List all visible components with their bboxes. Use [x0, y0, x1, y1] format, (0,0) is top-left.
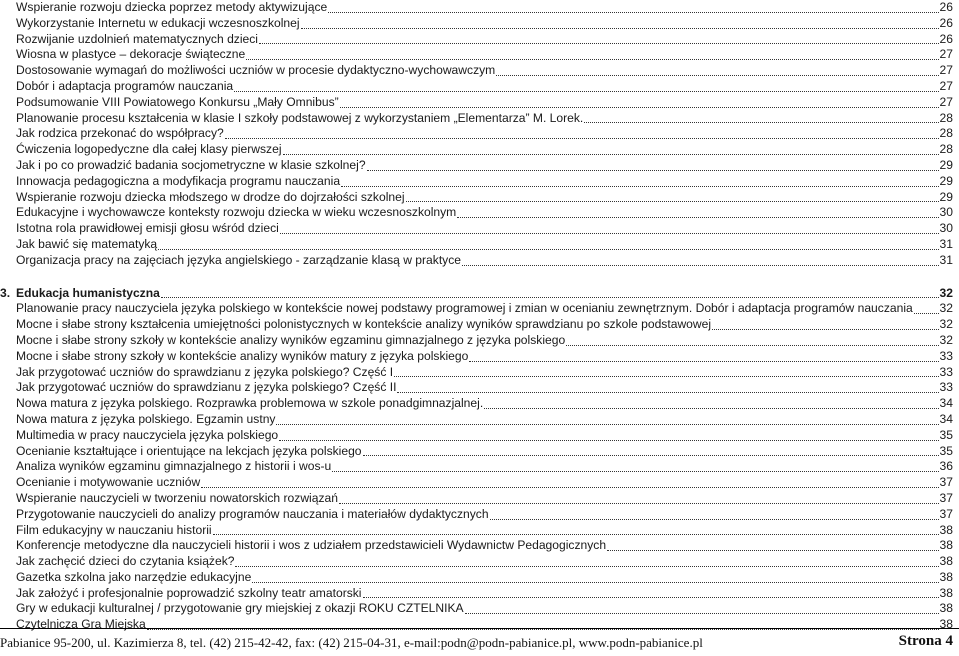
toc-entry-page-number: 26: [939, 15, 953, 30]
toc-entry-title: Wspieranie nauczycieli w tworzeniu nowatorskich rozwiązań: [16, 490, 338, 505]
toc-entry-title: Jak przygotować uczniów do sprawdzianu z języka polskiego? Część II: [16, 380, 397, 395]
dot-leader: [394, 366, 938, 377]
dot-leader: [276, 414, 938, 425]
toc-entry-title: Konferencje metodyczne dla nauczycieli historii i wos z udziałem przedstawicieli Wydawnictw Pedagogicznych: [16, 538, 607, 553]
toc-entry[interactable]: [16, 428, 953, 444]
dot-leader: [225, 128, 939, 139]
toc-entry[interactable]: [16, 444, 953, 460]
toc-entry[interactable]: [16, 365, 953, 381]
toc-entry-title: Nowa matura z języka polskiego. Rozprawka problemowa w szkole ponadgimnazjalnej.: [16, 396, 484, 411]
section-title-text: Edukacja humanistyczna: [16, 285, 160, 300]
toc-entry-page-number: 38: [939, 585, 953, 600]
dot-leader: [914, 303, 939, 314]
dot-leader: [484, 398, 938, 409]
toc-entry[interactable]: [16, 253, 953, 269]
toc-entry-page-number: 32: [939, 332, 953, 347]
toc-entry[interactable]: [16, 142, 953, 158]
dot-leader: [490, 509, 939, 520]
toc-entry-page-number: 36: [939, 459, 953, 474]
toc-entry-page-number: 38: [939, 601, 953, 616]
toc-entry[interactable]: [16, 63, 953, 79]
toc-entry-page-number: 29: [939, 157, 953, 172]
toc-entry[interactable]: [16, 570, 953, 586]
dot-leader: [279, 430, 938, 441]
toc-entry-title: Innowacja pedagogiczna a modyfikacja programu nauczania: [16, 173, 341, 188]
dot-leader: [328, 2, 938, 13]
toc-entry[interactable]: [16, 538, 953, 554]
toc-entry-page-number: 27: [939, 78, 953, 93]
toc-entry[interactable]: [16, 459, 953, 475]
dot-leader: [469, 351, 938, 362]
toc-entry-page-number: 35: [939, 427, 953, 442]
toc-entry-title: Planowanie procesu kształcenia w klasie I szkoły podstawowej z wykorzystaniem „Elementarza” M. Lorek.: [16, 110, 584, 125]
dot-leader: [158, 239, 938, 250]
toc-entry-page-number: 26: [939, 0, 953, 14]
toc-entry-title: Film edukacyjny w nauczaniu historii: [16, 522, 212, 537]
toc-entry-page-number: 26: [939, 31, 953, 46]
toc-entry-title: Ocenianie kształtujące i orientujące na lekcjach języka polskiego: [16, 443, 362, 458]
dot-leader: [283, 144, 939, 155]
dot-leader: [213, 524, 939, 535]
toc-entry-title: Gry w edukacji kulturalnej / przygotowanie gry miejskiej z okazji ROKU CZTELNIKA: [16, 601, 464, 616]
dot-leader: [406, 191, 939, 202]
toc-entry-page-number: 30: [939, 205, 953, 220]
toc-entry-page-number: 37: [939, 506, 953, 521]
toc-entry[interactable]: [16, 475, 953, 491]
dot-leader: [161, 287, 939, 298]
dot-leader: [566, 335, 938, 346]
toc-entry-page-number: 29: [939, 189, 953, 204]
toc-entry-page-number: 28: [939, 142, 953, 157]
toc-entry-page-number: 28: [939, 110, 953, 125]
toc-entry-page-number: 32: [939, 301, 953, 316]
dot-leader: [363, 445, 939, 456]
toc-entry-title: Organizacja pracy na zajęciach języka angielskiego - zarządzanie klasą w praktyce: [16, 252, 462, 267]
toc-entry[interactable]: [16, 95, 953, 111]
toc-entry-page-number: 32: [939, 317, 953, 332]
toc-entry-title: Jak zachęcić dzieci do czytania książek?: [16, 554, 235, 569]
dot-leader: [246, 49, 938, 60]
toc-entry-title: Wspieranie rozwoju dziecka poprzez metody aktywizujące: [16, 0, 328, 14]
dot-leader: [712, 319, 938, 330]
toc-entry-page-number: 33: [939, 348, 953, 363]
toc-entry-page-number: 31: [939, 252, 953, 267]
toc-entry-title: Jak i po co prowadzić badania socjometryczne w klasie szkolnej?: [16, 157, 366, 172]
toc-entry-page-number: 29: [939, 173, 953, 188]
toc-entry[interactable]: [16, 586, 953, 602]
toc-entry[interactable]: [16, 523, 953, 539]
dot-leader: [397, 382, 938, 393]
dot-leader: [462, 255, 939, 266]
toc-entry[interactable]: [16, 237, 953, 253]
toc-entry[interactable]: [16, 317, 953, 333]
toc-entry[interactable]: [16, 380, 953, 396]
toc-entry-title: Jak założyć i profesjonalnie poprowadzić szkolny teatr amatorski: [16, 585, 362, 600]
toc-entry-title: Wiosna w plastyce – dekoracje świąteczne: [16, 47, 246, 62]
toc-entry-page-number: 38: [939, 538, 953, 553]
toc-entry[interactable]: [16, 601, 953, 617]
toc-entry[interactable]: [16, 554, 953, 570]
toc-list-bottom: [16, 301, 953, 633]
toc-entry[interactable]: [16, 333, 953, 349]
toc-entry-title: Dostosowanie wymagań do możliwości uczniów w procesie dydaktyczno-wychowawczym: [16, 63, 496, 78]
toc-entry[interactable]: [16, 396, 953, 412]
toc-entry[interactable]: [16, 349, 953, 365]
toc-entry-page-number: 34: [939, 411, 953, 426]
toc-entry-page-number: 31: [939, 236, 953, 251]
toc-entry[interactable]: [16, 221, 953, 237]
toc-entry-title: Wykorzystanie Internetu w edukacji wczesnoszkolnej: [16, 15, 300, 30]
toc-entry-title: Mocne i słabe strony szkoły w kontekście analizy wyników egzaminu gimnazjalnego z języka polskiego: [16, 332, 566, 347]
dot-leader: [339, 493, 939, 504]
toc-entry-page-number: 33: [939, 380, 953, 395]
dot-leader: [235, 556, 938, 567]
dot-leader: [252, 572, 938, 583]
toc-entry-page-number: 27: [939, 94, 953, 109]
dot-leader: [367, 160, 939, 171]
toc-entry-title: Edukacyjne i wychowawcze konteksty rozwoju dziecka w wieku wczesnoszkolnym: [16, 205, 457, 220]
toc-entry-title: Czytelnicza Gra Miejska: [16, 617, 146, 632]
toc-entry[interactable]: [16, 158, 953, 174]
toc-entry-page-number: 33: [939, 364, 953, 379]
footer-page-label: Strona 4: [898, 633, 953, 649]
section-number: 3.: [0, 285, 11, 300]
toc-entry-title: Jak przygotować uczniów do sprawdzianu z języka polskiego? Część I: [16, 364, 394, 379]
toc-entry-page-number: 37: [939, 475, 953, 490]
toc-entry-title: Przygotowanie nauczycieli do analizy programów nauczania i materiałów dydaktycznych: [16, 506, 489, 521]
page-footer: [0, 628, 959, 656]
toc-entry[interactable]: [16, 491, 953, 507]
toc-entry[interactable]: [16, 126, 953, 142]
section-title: [0, 285, 160, 302]
dot-leader: [201, 477, 938, 488]
toc-entry-title: Mocne i słabe strony kształcenia umiejętności polonistycznych w kontekście analizy wyników sprawdzianu po szkole podstawowej: [16, 317, 712, 332]
dot-leader: [280, 223, 939, 234]
toc-entry-title: Ocenianie i motywowanie uczniów: [16, 475, 201, 490]
toc-entry-page-number: 38: [939, 554, 953, 569]
dot-leader: [457, 207, 938, 218]
section-page-number: 32: [939, 285, 953, 300]
dot-leader: [584, 112, 938, 123]
toc-entry-title: Mocne i słabe strony szkoły w kontekście analizy wyników matury z języka polskiego: [16, 348, 469, 363]
toc-entry-title: Wspieranie rozwoju dziecka młodszego w drodze do dojrzałości szkolnej: [16, 189, 405, 204]
toc-list-top: [16, 0, 953, 269]
toc-entry[interactable]: [16, 32, 953, 48]
toc-entry-page-number: 27: [939, 63, 953, 78]
toc-entry[interactable]: [16, 111, 953, 127]
toc-entry[interactable]: [16, 412, 953, 428]
toc-entry-title: Istotna rola prawidłowej emisji głosu wśród dzieci: [16, 221, 279, 236]
toc-entry[interactable]: [16, 301, 953, 317]
toc-entry-page-number: 34: [939, 396, 953, 411]
toc-entry-title: Multimedia w pracy nauczyciela języka polskiego: [16, 427, 279, 442]
toc-entry[interactable]: [16, 79, 953, 95]
toc-entry-title: Jak bawić się matematyką: [16, 236, 158, 251]
dot-leader: [465, 603, 939, 614]
toc-entry[interactable]: [16, 507, 953, 523]
toc-entry-title: Jak rodzica przekonać do współpracy?: [16, 126, 224, 141]
toc-entry-title: Rozwijanie uzdolnień matematycznych dzieci: [16, 31, 258, 46]
dot-leader: [607, 540, 938, 551]
toc-entry[interactable]: [16, 190, 953, 206]
toc-entry-page-number: 38: [939, 617, 953, 632]
toc-entry[interactable]: [16, 205, 953, 221]
toc-entry-page-number: 38: [939, 522, 953, 537]
toc-entry-page-number: 27: [939, 47, 953, 62]
toc-entry-page-number: 35: [939, 443, 953, 458]
toc-entry-page-number: 38: [939, 569, 953, 584]
dot-leader: [363, 587, 939, 598]
toc-entry-title: Gazetka szkolna jako narzędzie edukacyjne: [16, 569, 252, 584]
dot-leader: [301, 18, 939, 29]
footer-address: Pabianice 95-200, ul. Kazimierza 8, tel. (42) 215-42-42, fax: (42) 215-04-31, e-mail:podn@podn-pabianice.pl, www.podn-pabianice.pl: [0, 635, 703, 650]
dot-leader: [341, 176, 939, 187]
dot-leader: [340, 97, 939, 108]
dot-leader: [332, 461, 938, 472]
dot-leader: [259, 33, 939, 44]
toc-entry-title: Podsumowanie VIII Powiatowego Konkursu „Mały Omnibus”: [16, 94, 339, 109]
toc-entry[interactable]: [16, 174, 953, 190]
toc-entry[interactable]: [16, 16, 953, 32]
toc-section-heading[interactable]: [0, 285, 953, 302]
toc-entry-title: Dobór i adaptacja programów nauczania: [16, 78, 234, 93]
dot-leader: [234, 81, 938, 92]
toc-entry-page-number: 37: [939, 490, 953, 505]
toc-entry-title: Ćwiczenia logopedyczne dla całej klasy pierwszej: [16, 142, 282, 157]
toc-entry-title: Planowanie pracy nauczyciela języka polskiego w kontekście nowej podstawy programowej i zmian w ocenianiu zewnętrznym. Dobór i adaptacja programów nauczania: [16, 301, 913, 316]
toc-entry-title: Nowa matura z języka polskiego. Egzamin ustny: [16, 411, 276, 426]
toc-entry[interactable]: [16, 47, 953, 63]
toc-entry-page-number: 30: [939, 221, 953, 236]
toc-entry-page-number: 28: [939, 126, 953, 141]
dot-leader: [496, 65, 938, 76]
toc-entry-title: Analiza wyników egzaminu gimnazjalnego z historii i wos-u: [16, 459, 332, 474]
toc-entry[interactable]: [16, 0, 953, 16]
